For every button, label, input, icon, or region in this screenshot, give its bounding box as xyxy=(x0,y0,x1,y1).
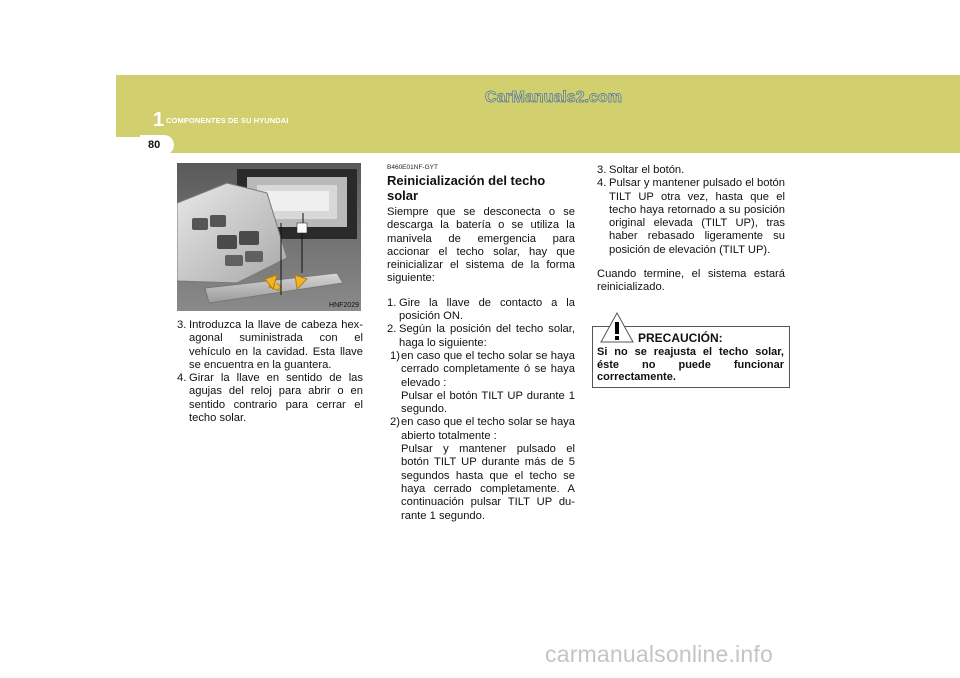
step-2 xyxy=(387,323,575,350)
site-watermark-link[interactable]: CarManuals2.com xyxy=(485,89,622,106)
caution-body: Si no se reajusta el techo solar, éste no puede funcionar correctamente. xyxy=(597,346,784,383)
footer-watermark-link[interactable]: carmanualsonline.info xyxy=(545,641,773,667)
substep-2 xyxy=(387,416,575,522)
substep-action: Pulsar y mantener pulsado el botón TILT UP durante más de 5 segundos hasta que el techo se haya cerrado completamente. A continuación pulsar TILT UP du- rante 1 segundo. xyxy=(401,443,575,522)
figure-code: HNF2029 xyxy=(329,302,359,309)
step-text: Soltar el botón. xyxy=(609,164,685,176)
list-item xyxy=(177,319,363,372)
substep-1 xyxy=(387,350,575,416)
substep-action: Pulsar el botón TILT UP durante 1 segundo. xyxy=(401,389,575,416)
step-text: Gire la llave de contacto a la posición ON. xyxy=(399,296,575,323)
step-4 xyxy=(597,177,785,257)
substep-number: 2) xyxy=(390,416,400,429)
page-number: 80 xyxy=(148,139,161,151)
step-text: Pulsar y mantener pulsado el botón TILT UP otra vez, hasta que el techo haya retornado a su posición original elevada (TILT UP), tras haber rebasado ligeramente su posición de elevación (TILT UP). xyxy=(609,177,786,256)
section-heading: Reinicialización del techo solar xyxy=(387,173,546,203)
conclusion-paragraph: Cuando termine, el sistema estará reinicializado. xyxy=(597,268,785,294)
step-number: 3. xyxy=(597,164,607,176)
chapter-title: COMPONENTES DE SU HYUNDAI xyxy=(166,116,289,125)
warning-icon xyxy=(600,312,634,343)
section-code: B460E01NF-GYT xyxy=(387,164,438,171)
column-3 xyxy=(597,164,785,295)
caution-box xyxy=(592,326,790,388)
list-item-text: Girar la llave en sentido de las agujas del reloj para abrir o en sentido contrario para cerrar el techo solar. xyxy=(189,372,363,425)
substep-text: en caso que el techo solar se haya abierto totalmente : xyxy=(401,416,575,442)
sunroof-console-illustration xyxy=(177,163,361,311)
column-1 xyxy=(177,319,363,425)
list-item-number: 3. xyxy=(177,319,187,331)
step-3 xyxy=(597,164,785,177)
intro-paragraph: Siempre que se desconecta o se descarga la batería o se utiliza la manivela de emergencia para accionar el techo solar, hay que reinicializar el sistema de la forma siguiente: xyxy=(387,206,575,285)
caution-title: PRECAUCIÓN: xyxy=(638,331,723,345)
chapter-number: 1 xyxy=(153,109,165,131)
substep-number: 1) xyxy=(390,349,400,362)
list-item-text: Introduzca la llave de cabeza hex- agonal suministrada con el vehículo en la cavidad. Esta llave se encuentra en la guantera. xyxy=(189,319,363,371)
column-2 xyxy=(387,164,575,523)
substep-text: en caso que el techo solar se haya cerrado completamente ó se haya elevado : xyxy=(401,349,575,389)
list-item-number: 4. xyxy=(177,372,187,385)
step-number: 1. xyxy=(387,296,397,309)
header-strip xyxy=(150,137,960,153)
step-text: Según la posición del techo solar, haga lo siguiente: xyxy=(399,323,575,349)
step-number: 2. xyxy=(387,323,397,336)
step-number: 4. xyxy=(597,177,607,190)
sunroof-figure xyxy=(177,163,361,311)
step-1 xyxy=(387,297,575,324)
list-item xyxy=(177,372,363,425)
